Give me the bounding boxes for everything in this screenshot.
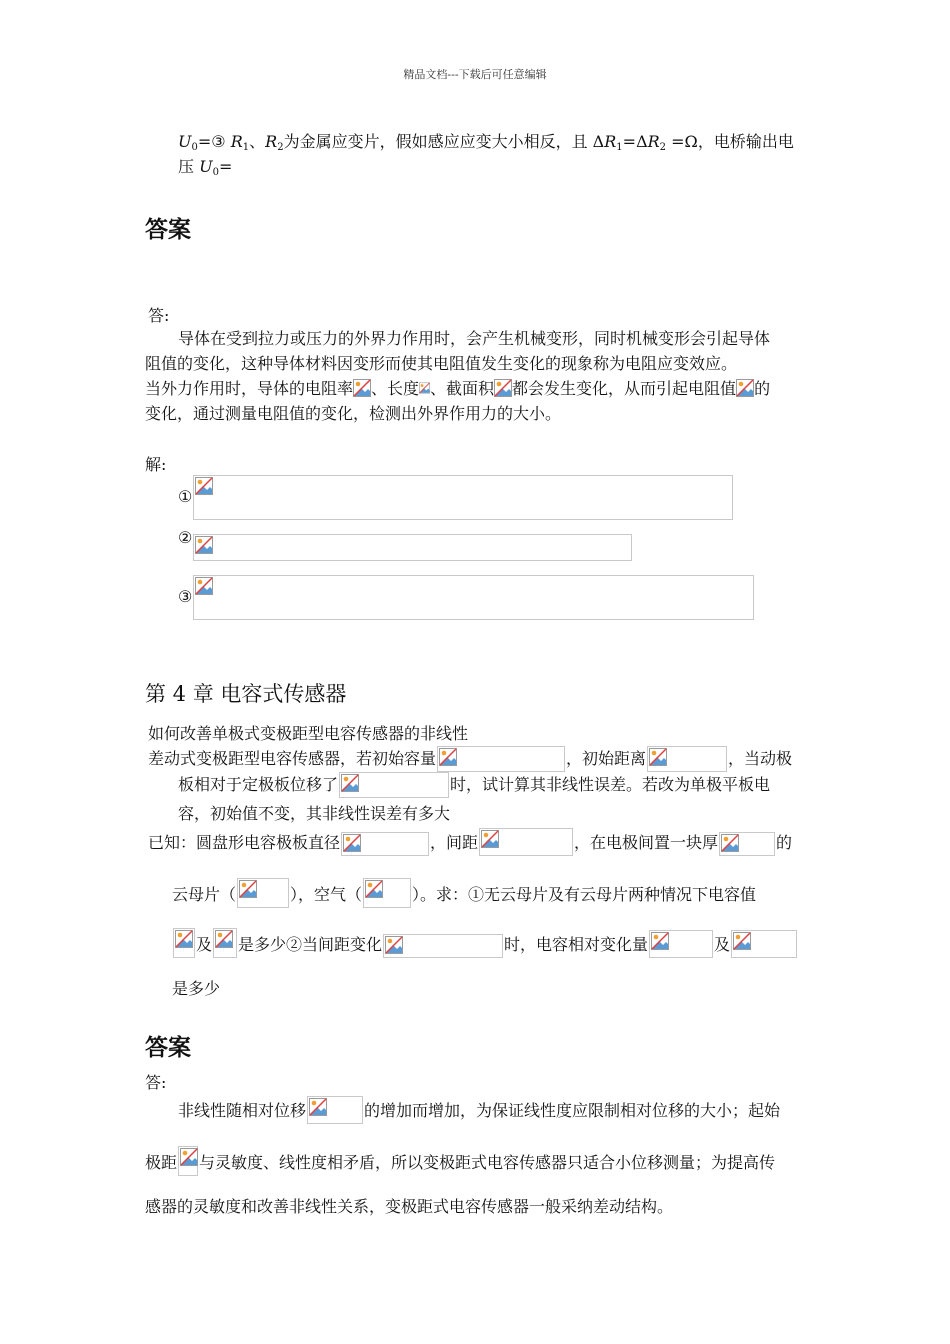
broken-image-icon [195, 577, 213, 595]
solution-formula-3 [193, 575, 754, 620]
top-line-2: 压 $U_0=$ [178, 157, 233, 178]
initial-capacitance-image [437, 746, 565, 772]
answer-label-1: 答: [148, 306, 170, 325]
top-line-1: $U_0=③$ $R_1$、$R_2$为金属应变片，假如感应应变大小相反，且 $\Delta R_1=\Delta R_2 =\Omega$，电桥输出电 [178, 132, 794, 153]
answer1-para-4: 变化，通过测量电阻值的变化，检测出外界作用力的大小。 [145, 404, 562, 423]
broken-image-icon [195, 536, 213, 554]
broken-image-icon [649, 748, 667, 766]
answer2-para-1: 非线性随相对位移 的增加而增加，为保证线性度应限制相对位移的大小；起始 [178, 1096, 780, 1124]
question-3-line-2: 云母片（ ），空气（ ）。求：①无云母片及有云母片两种情况下电容值 [172, 878, 756, 908]
answer1-para-2: 阻值的变化，这种导体材料因变形而使其电阻值发生变化的现象称为电阻应变效应。 [145, 354, 738, 373]
broken-image-icon [651, 932, 669, 950]
relative-change-1-image [649, 930, 713, 958]
answer2-para-3: 感器的灵敏度和改善非线性关系，变极距式电容传感器一般采纳差动结构。 [145, 1197, 674, 1216]
initial-distance-image [647, 746, 727, 772]
page-header: 精品文档---下载后可任意编辑 [403, 68, 547, 81]
broken-image-icon [733, 932, 751, 950]
solution-marker-1: ① [178, 487, 193, 506]
resistivity-formula-image-icon [353, 379, 371, 397]
answer2-para-2: 极距 与灵敏度、线性度相矛盾，所以变极距式电容传感器只适合小位移测量；为提高传 [145, 1146, 775, 1176]
solution-marker-2: ② [178, 528, 193, 547]
broken-image-icon [439, 748, 457, 766]
thickness-image [719, 832, 775, 856]
broken-image-icon [239, 880, 257, 898]
solution-marker-3: ③ [178, 587, 193, 606]
broken-image-icon [180, 1148, 198, 1166]
mica-permittivity-image [237, 878, 289, 908]
relative-change-2-image [731, 930, 797, 958]
broken-image-icon [195, 477, 213, 495]
relative-displacement-image [307, 1096, 363, 1124]
broken-image-icon [343, 834, 361, 852]
resistance-formula-image-icon [736, 379, 754, 397]
question-3-line-1: 已知：圆盘形电容极板直径 ，间距 ，在电极间置一块厚 的 [148, 828, 792, 856]
solution-formula-1 [193, 475, 733, 520]
broken-image-icon [365, 880, 383, 898]
broken-image-icon [175, 930, 193, 948]
question-2-line-3: 容，初始值不变，其非线性误差有多大 [178, 804, 451, 823]
answer-heading-1: 答案 [145, 217, 191, 243]
diameter-image [341, 832, 429, 856]
area-formula-image-icon [494, 379, 512, 397]
question-1: 如何改善单极式变极距型电容传感器的非线性 [148, 724, 469, 743]
answer1-para-3: 当外力作用时，导体的电阻率 、长度 、截面积 都会发生变化，从而引起电阻值 的 [145, 379, 771, 398]
capacitance-1-image [173, 928, 195, 958]
broken-image-icon [215, 930, 233, 948]
solution-label: 解: [145, 455, 167, 474]
gap-change-image [383, 934, 503, 958]
answer1-para-1: 导体在受到拉力或压力的外界力作用时，会产生机械变形，同时机械变形会引起导体 [178, 329, 771, 348]
chapter-title: 第 4 章 电容式传感器 [145, 682, 347, 706]
displacement-image [339, 772, 449, 798]
broken-image-icon [341, 774, 359, 792]
initial-gap-image [178, 1146, 198, 1176]
question-3-line-3: 及 是多少②当间距变化 时，电容相对变化量 及 [172, 928, 798, 958]
capacitance-2-image [213, 928, 237, 958]
solution-formula-2 [193, 534, 632, 561]
broken-image-icon [309, 1098, 327, 1116]
gap-image [479, 828, 573, 856]
broken-image-icon [721, 834, 739, 852]
answer-label-2: 答: [145, 1073, 167, 1092]
broken-image-icon [385, 936, 403, 954]
question-3-line-4: 是多少 [172, 979, 221, 998]
question-2-line-1: 差动式变极距型电容传感器，若初始容量 ，初始距离 ，当动极 [148, 746, 792, 772]
length-formula-image-icon [419, 379, 430, 397]
question-2-line-2: 板相对于定极板位移了 时，试计算其非线性误差。若改为单极平板电 [178, 772, 770, 798]
answer-heading-2: 答案 [145, 1035, 191, 1061]
broken-image-icon [481, 830, 499, 848]
air-permittivity-image [363, 878, 411, 908]
